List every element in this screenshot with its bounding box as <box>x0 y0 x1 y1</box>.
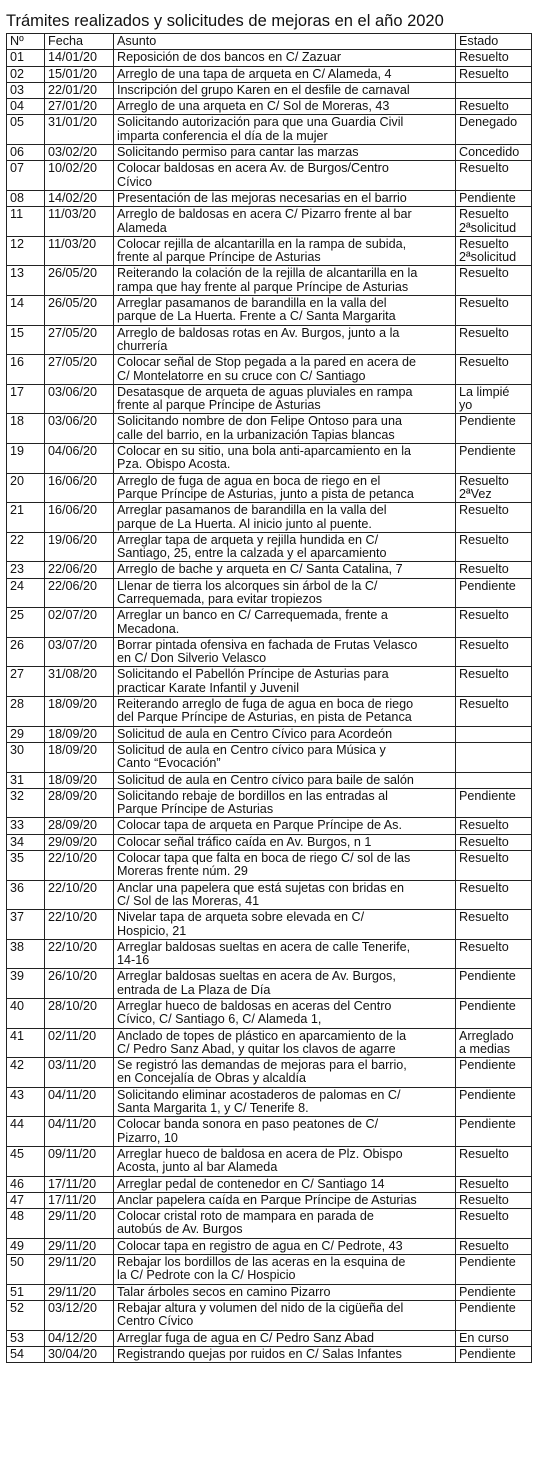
row-number: 33 <box>7 818 45 834</box>
row-date: 29/11/20 <box>45 1255 114 1285</box>
table-row <box>7 969 532 999</box>
row-status: Pendiente <box>456 1255 532 1285</box>
row-number: 16 <box>7 355 45 385</box>
row-subject: Colocar tapa que falta en boca de riego C/ sol de las Moreras frente núm. 29 <box>114 851 456 881</box>
row-subject: Arreglar pedal de contenedor en C/ Santiago 14 <box>114 1176 456 1192</box>
row-date: 03/07/20 <box>45 637 114 667</box>
row-date: 04/11/20 <box>45 1087 114 1117</box>
row-status: Resuelto <box>456 910 532 940</box>
row-status: Resuelto <box>456 939 532 969</box>
row-subject: Colocar tapa de arqueta en Parque Príncipe de As. <box>114 818 456 834</box>
row-number: 12 <box>7 236 45 266</box>
row-status: Resuelto <box>456 1176 532 1192</box>
row-status <box>456 726 532 742</box>
table-row <box>7 834 532 850</box>
row-number: 23 <box>7 562 45 578</box>
row-date: 16/06/20 <box>45 503 114 533</box>
table-row <box>7 1192 532 1208</box>
row-date: 22/10/20 <box>45 851 114 881</box>
row-status: Arreglado a medias <box>456 1028 532 1058</box>
header-estado: Estado <box>456 34 532 50</box>
row-number: 38 <box>7 939 45 969</box>
row-status: Pendiente <box>456 969 532 999</box>
row-number: 30 <box>7 742 45 772</box>
row-subject: Registrando quejas por ruidos en C/ Salas Infantes <box>114 1346 456 1362</box>
row-subject: Nivelar tapa de arqueta sobre elevada en C/ Hospicio, 21 <box>114 910 456 940</box>
row-date: 03/06/20 <box>45 384 114 414</box>
row-subject: Arreglar baldosas sueltas en acera de calle Tenerife, 14-16 <box>114 939 456 969</box>
table-row <box>7 562 532 578</box>
row-date: 18/09/20 <box>45 742 114 772</box>
row-date: 09/11/20 <box>45 1146 114 1176</box>
row-number: 34 <box>7 834 45 850</box>
row-subject: Rebajar los bordillos de las aceras en la esquina de la C/ Pedrote con la C/ Hospicio <box>114 1255 456 1285</box>
row-date: 02/07/20 <box>45 608 114 638</box>
row-number: 19 <box>7 444 45 474</box>
row-subject: Arreglar baldosas sueltas en acera de Av. Burgos, entrada de La Plaza de Día <box>114 969 456 999</box>
row-subject: Arreglar hueco de baldosas en aceras del Centro Cívico, C/ Santiago 6, C/ Alameda 1, <box>114 999 456 1029</box>
row-date: 22/10/20 <box>45 880 114 910</box>
row-number: 25 <box>7 608 45 638</box>
table-row <box>7 532 532 562</box>
row-status: Resuelto <box>456 834 532 850</box>
row-status: Resuelto <box>456 99 532 115</box>
row-status: Resuelto 2ªsolicitud <box>456 236 532 266</box>
row-status: La limpié yo <box>456 384 532 414</box>
table-row <box>7 82 532 98</box>
row-date: 18/09/20 <box>45 697 114 727</box>
row-subject: Arreglo de una tapa de arqueta en C/ Alameda, 4 <box>114 66 456 82</box>
row-subject: Colocar baldosas en acera Av. de Burgos/Centro Cívico <box>114 161 456 191</box>
row-status: Resuelto 2ªsolicitud <box>456 207 532 237</box>
row-number: 27 <box>7 667 45 697</box>
row-status: Resuelto <box>456 161 532 191</box>
row-status: Pendiente <box>456 414 532 444</box>
row-number: 03 <box>7 82 45 98</box>
row-number: 52 <box>7 1300 45 1330</box>
row-subject: Arreglo de baldosas en acera C/ Pizarro frente al bar Alameda <box>114 207 456 237</box>
table-row <box>7 296 532 326</box>
row-date: 03/02/20 <box>45 145 114 161</box>
row-date: 14/02/20 <box>45 190 114 206</box>
row-date: 17/11/20 <box>45 1176 114 1192</box>
table-row <box>7 1087 532 1117</box>
table-row <box>7 99 532 115</box>
row-number: 17 <box>7 384 45 414</box>
row-subject: Colocar cristal roto de mampara en parada de autobús de Av. Burgos <box>114 1209 456 1239</box>
row-number: 31 <box>7 772 45 788</box>
row-date: 27/05/20 <box>45 355 114 385</box>
row-date: 03/06/20 <box>45 414 114 444</box>
table-row <box>7 1028 532 1058</box>
row-number: 29 <box>7 726 45 742</box>
row-subject: Solicitando autorización para que una Guardia Civil imparta conferencia el día de la mujer <box>114 115 456 145</box>
table-row <box>7 473 532 503</box>
row-status: Concedido <box>456 145 532 161</box>
row-status: Pendiente <box>456 1117 532 1147</box>
row-number: 46 <box>7 1176 45 1192</box>
row-subject: Presentación de las mejoras necesarias en el barrio <box>114 190 456 206</box>
table-row <box>7 1058 532 1088</box>
row-date: 26/05/20 <box>45 266 114 296</box>
table-row <box>7 384 532 414</box>
row-subject: Reiterando arreglo de fuga de agua en boca de riego del Parque Príncipe de Asturias, en pista de Petanca <box>114 697 456 727</box>
row-number: 26 <box>7 637 45 667</box>
row-subject: Se registró las demandas de mejoras para el barrio, en Concejalía de Obras y alcaldía <box>114 1058 456 1088</box>
row-status: Pendiente <box>456 1058 532 1088</box>
row-number: 22 <box>7 532 45 562</box>
table-row <box>7 190 532 206</box>
row-date: 31/08/20 <box>45 667 114 697</box>
row-status: Resuelto <box>456 532 532 562</box>
table-row <box>7 742 532 772</box>
tramites-table <box>6 33 532 1363</box>
row-subject: Solicitando eliminar acostaderos de palomas en C/ Santa Margarita 1, y C/ Tenerife 8. <box>114 1087 456 1117</box>
row-status: Resuelto <box>456 355 532 385</box>
row-number: 01 <box>7 50 45 66</box>
row-status: Resuelto <box>456 637 532 667</box>
row-subject: Colocar tapa en registro de agua en C/ Pedrote, 43 <box>114 1238 456 1254</box>
row-subject: Anclado de topes de plástico en aparcamiento de la C/ Pedro Sanz Abad, y quitar los clavos de agarre <box>114 1028 456 1058</box>
row-number: 07 <box>7 161 45 191</box>
row-date: 19/06/20 <box>45 532 114 562</box>
table-row <box>7 50 532 66</box>
row-subject: Arreglo de baldosas rotas en Av. Burgos, junto a la churrería <box>114 325 456 355</box>
row-number: 14 <box>7 296 45 326</box>
table-row <box>7 910 532 940</box>
table-row <box>7 503 532 533</box>
row-subject: Solicitando el Pabellón Príncipe de Asturias para practicar Karate Infantil y Juvenil <box>114 667 456 697</box>
row-status: Denegado <box>456 115 532 145</box>
row-status: Pendiente <box>456 1300 532 1330</box>
row-status: Resuelto <box>456 1209 532 1239</box>
row-date: 28/10/20 <box>45 999 114 1029</box>
row-number: 20 <box>7 473 45 503</box>
row-number: 39 <box>7 969 45 999</box>
row-subject: Arreglo de una arqueta en C/ Sol de Moreras, 43 <box>114 99 456 115</box>
row-number: 41 <box>7 1028 45 1058</box>
row-date: 16/06/20 <box>45 473 114 503</box>
row-date: 11/03/20 <box>45 236 114 266</box>
table-row <box>7 1255 532 1285</box>
row-subject: Arreglar pasamanos de barandilla en la valla del parque de La Huerta. Al inicio junto al puente. <box>114 503 456 533</box>
row-date: 22/10/20 <box>45 910 114 940</box>
table-row <box>7 667 532 697</box>
header-fecha: Fecha <box>45 34 114 50</box>
row-number: 18 <box>7 414 45 444</box>
row-status: Pendiente <box>456 1284 532 1300</box>
row-subject: Arreglar fuga de agua en C/ Pedro Sanz Abad <box>114 1330 456 1346</box>
row-status: Resuelto <box>456 50 532 66</box>
table-row <box>7 1330 532 1346</box>
row-status: Resuelto <box>456 562 532 578</box>
row-status: Resuelto <box>456 296 532 326</box>
row-date: 22/01/20 <box>45 82 114 98</box>
row-status: Pendiente <box>456 1087 532 1117</box>
row-date: 17/11/20 <box>45 1192 114 1208</box>
row-subject: Llenar de tierra los alcorques sin árbol de la C/ Carrequemada, para evitar tropiezos <box>114 578 456 608</box>
row-status <box>456 82 532 98</box>
table-row <box>7 578 532 608</box>
table-row <box>7 325 532 355</box>
row-status: Resuelto <box>456 608 532 638</box>
row-subject: Colocar señal de Stop pegada a la pared en acera de C/ Montelatorre en su cruce con C/ Santiago <box>114 355 456 385</box>
row-date: 26/05/20 <box>45 296 114 326</box>
table-row <box>7 697 532 727</box>
row-subject: Rebajar altura y volumen del nido de la cigüeña del Centro Cívico <box>114 1300 456 1330</box>
row-number: 47 <box>7 1192 45 1208</box>
table-row <box>7 1146 532 1176</box>
row-number: 13 <box>7 266 45 296</box>
row-number: 42 <box>7 1058 45 1088</box>
row-status: Resuelto <box>456 697 532 727</box>
row-subject: Solicitud de aula en Centro cívico para baile de salón <box>114 772 456 788</box>
row-date: 18/09/20 <box>45 726 114 742</box>
row-date: 11/03/20 <box>45 207 114 237</box>
header-numero: Nº <box>7 34 45 50</box>
table-row <box>7 608 532 638</box>
row-subject: Borrar pintada ofensiva en fachada de Frutas Velasco en C/ Don Silverio Velasco <box>114 637 456 667</box>
row-date: 10/02/20 <box>45 161 114 191</box>
table-body <box>7 50 532 1363</box>
row-number: 08 <box>7 190 45 206</box>
row-number: 53 <box>7 1330 45 1346</box>
row-date: 04/12/20 <box>45 1330 114 1346</box>
row-number: 50 <box>7 1255 45 1285</box>
table-row <box>7 1176 532 1192</box>
row-number: 48 <box>7 1209 45 1239</box>
row-date: 22/10/20 <box>45 939 114 969</box>
row-number: 21 <box>7 503 45 533</box>
row-status: Pendiente <box>456 1346 532 1362</box>
row-date: 15/01/20 <box>45 66 114 82</box>
row-number: 54 <box>7 1346 45 1362</box>
table-row <box>7 414 532 444</box>
row-status: Resuelto <box>456 1238 532 1254</box>
row-subject: Colocar banda sonora en paso peatones de C/ Pizarro, 10 <box>114 1117 456 1147</box>
row-subject: Colocar en su sitio, una bola anti-aparcamiento en la Pza. Obispo Acosta. <box>114 444 456 474</box>
row-status: Resuelto 2ªVez <box>456 473 532 503</box>
row-number: 05 <box>7 115 45 145</box>
row-status <box>456 772 532 788</box>
table-row <box>7 266 532 296</box>
row-date: 22/06/20 <box>45 578 114 608</box>
row-number: 35 <box>7 851 45 881</box>
table-row <box>7 355 532 385</box>
row-subject: Colocar señal tráfico caída en Av. Burgos, n 1 <box>114 834 456 850</box>
row-subject: Solicitando nombre de don Felipe Ontoso para una calle del barrio, en la urbanización Tapias blancas <box>114 414 456 444</box>
table-row <box>7 1238 532 1254</box>
table-row <box>7 1209 532 1239</box>
table-row <box>7 161 532 191</box>
row-subject: Arreglo de bache y arqueta en C/ Santa Catalina, 7 <box>114 562 456 578</box>
page-title: Trámites realizados y solicitudes de mejoras en el año 2020 <box>6 12 444 30</box>
row-number: 44 <box>7 1117 45 1147</box>
row-status: En curso <box>456 1330 532 1346</box>
row-status: Resuelto <box>456 1146 532 1176</box>
table-row <box>7 1117 532 1147</box>
row-status: Resuelto <box>456 1192 532 1208</box>
row-subject: Reiterando la colación de la rejilla de alcantarilla en la rampa que hay frente al parque Príncipe de Asturias <box>114 266 456 296</box>
table-row <box>7 1300 532 1330</box>
row-number: 49 <box>7 1238 45 1254</box>
row-date: 04/11/20 <box>45 1117 114 1147</box>
row-subject: Solicitando permiso para cantar las marzas <box>114 145 456 161</box>
row-date: 22/06/20 <box>45 562 114 578</box>
row-number: 28 <box>7 697 45 727</box>
row-subject: Solicitando rebaje de bordillos en las entradas al Parque Príncipe de Asturias <box>114 788 456 818</box>
table-row <box>7 788 532 818</box>
row-subject: Arreglar tapa de arqueta y rejilla hundida en C/ Santiago, 25, entre la calzada y el aparcamiento <box>114 532 456 562</box>
row-date: 26/10/20 <box>45 969 114 999</box>
table-row <box>7 115 532 145</box>
row-subject: Solicitud de aula en Centro Cívico para Acordeón <box>114 726 456 742</box>
row-subject: Arreglar pasamanos de barandilla en la valla del parque de La Huerta. Frente a C/ Santa Margarita <box>114 296 456 326</box>
table-row <box>7 1346 532 1362</box>
row-date: 29/11/20 <box>45 1238 114 1254</box>
row-subject: Arreglar un banco en C/ Carrequemada, frente a Mecadona. <box>114 608 456 638</box>
row-status: Pendiente <box>456 999 532 1029</box>
row-date: 30/04/20 <box>45 1346 114 1362</box>
row-status: Resuelto <box>456 880 532 910</box>
row-number: 06 <box>7 145 45 161</box>
row-number: 45 <box>7 1146 45 1176</box>
table-row <box>7 66 532 82</box>
row-number: 02 <box>7 66 45 82</box>
row-subject: Solicitud de aula en Centro cívico para Música y Canto “Evocación” <box>114 742 456 772</box>
row-status <box>456 742 532 772</box>
row-date: 03/11/20 <box>45 1058 114 1088</box>
row-date: 27/05/20 <box>45 325 114 355</box>
table-header-row <box>7 34 532 50</box>
row-subject: Inscripción del grupo Karen en el desfile de carnaval <box>114 82 456 98</box>
table-row <box>7 851 532 881</box>
row-status: Resuelto <box>456 266 532 296</box>
row-number: 36 <box>7 880 45 910</box>
row-number: 24 <box>7 578 45 608</box>
row-subject: Anclar una papelera que está sujetas con bridas en C/ Sol de las Moreras, 41 <box>114 880 456 910</box>
row-subject: Desatasque de arqueta de aguas pluviales en rampa frente al parque Príncipe de Asturias <box>114 384 456 414</box>
row-date: 14/01/20 <box>45 50 114 66</box>
row-number: 04 <box>7 99 45 115</box>
row-status: Pendiente <box>456 788 532 818</box>
row-status: Resuelto <box>456 667 532 697</box>
row-number: 40 <box>7 999 45 1029</box>
table-row <box>7 236 532 266</box>
row-date: 27/01/20 <box>45 99 114 115</box>
table-row <box>7 726 532 742</box>
row-number: 32 <box>7 788 45 818</box>
row-number: 37 <box>7 910 45 940</box>
row-subject: Talar árboles secos en camino Pizarro <box>114 1284 456 1300</box>
row-subject: Colocar rejilla de alcantarilla en la rampa de subida, frente al parque Príncipe de Asturias <box>114 236 456 266</box>
row-date: 29/11/20 <box>45 1284 114 1300</box>
table-row <box>7 818 532 834</box>
row-number: 11 <box>7 207 45 237</box>
table-row <box>7 637 532 667</box>
row-status: Resuelto <box>456 818 532 834</box>
row-status: Resuelto <box>456 503 532 533</box>
row-subject: Arreglo de fuga de agua en boca de riego en el Parque Príncipe de Asturias, junto a pista de petanca <box>114 473 456 503</box>
table-row <box>7 444 532 474</box>
row-date: 03/12/20 <box>45 1300 114 1330</box>
row-date: 29/09/20 <box>45 834 114 850</box>
row-date: 29/11/20 <box>45 1209 114 1239</box>
row-status: Pendiente <box>456 578 532 608</box>
header-asunto: Asunto <box>114 34 456 50</box>
row-number: 15 <box>7 325 45 355</box>
row-date: 02/11/20 <box>45 1028 114 1058</box>
row-subject: Anclar papelera caída en Parque Príncipe de Asturias <box>114 1192 456 1208</box>
table-row <box>7 999 532 1029</box>
row-subject: Arreglar hueco de baldosa en acera de Plz. Obispo Acosta, junto al bar Alameda <box>114 1146 456 1176</box>
row-date: 04/06/20 <box>45 444 114 474</box>
row-status: Resuelto <box>456 325 532 355</box>
table-row <box>7 145 532 161</box>
row-date: 28/09/20 <box>45 788 114 818</box>
table-row <box>7 772 532 788</box>
table-row <box>7 939 532 969</box>
row-number: 43 <box>7 1087 45 1117</box>
row-date: 31/01/20 <box>45 115 114 145</box>
row-date: 18/09/20 <box>45 772 114 788</box>
row-status: Resuelto <box>456 851 532 881</box>
row-status: Pendiente <box>456 190 532 206</box>
table-row <box>7 1284 532 1300</box>
row-subject: Reposición de dos bancos en C/ Zazuar <box>114 50 456 66</box>
table-row <box>7 207 532 237</box>
table-row <box>7 880 532 910</box>
row-number: 51 <box>7 1284 45 1300</box>
row-status: Pendiente <box>456 444 532 474</box>
row-date: 28/09/20 <box>45 818 114 834</box>
row-status: Resuelto <box>456 66 532 82</box>
